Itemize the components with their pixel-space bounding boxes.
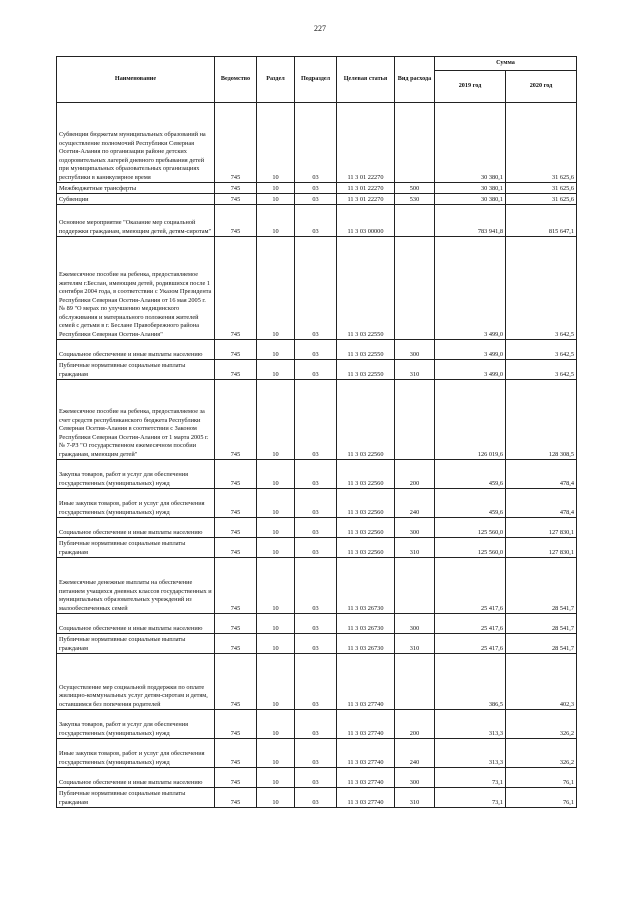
table-row [57, 710, 577, 739]
table-row [57, 489, 577, 518]
row-amount-2019: 25 417,6 [435, 614, 506, 634]
row-name-text: Ежемесячное пособие на ребенка, предоставляемое за счет средств республиканского бюджета Республики Северная Осетия-Алания в соответствии с Законом Республики Северная Осетия-Алания от 1 марта 2005 г. № 7-РЗ "О государственном ежемесячном пособии гражданам, имеющим детей" [59, 408, 209, 458]
row-target-article: 11 3 03 00000 [337, 205, 395, 237]
row-amount-2020: 326,2 [506, 710, 577, 739]
row-target-article: 11 3 03 22550 [337, 237, 395, 340]
row-name [57, 194, 215, 205]
row-amount-2019: 313,3 [435, 739, 506, 768]
table-row [57, 788, 577, 808]
row-expense-type: 310 [395, 634, 435, 654]
row-name-text: Социальное обеспечение и иные выплаты населению [59, 350, 203, 358]
row-subsection: 03 [295, 360, 337, 380]
header-target-article: Целевая статья [337, 57, 395, 103]
table-row [57, 103, 577, 183]
row-section: 10 [257, 634, 295, 654]
row-amount-2019: 459,6 [435, 460, 506, 489]
row-name-text: Межбюджетные трансферты [59, 184, 137, 192]
row-department: 745 [215, 237, 257, 340]
row-amount-2019: 25 417,6 [435, 634, 506, 654]
row-amount-2020: 478,4 [506, 489, 577, 518]
row-target-article: 11 3 03 27740 [337, 788, 395, 808]
row-name-text: Публичные нормативные социальные выплаты гражданам [59, 540, 186, 556]
table-row [57, 205, 577, 237]
row-name-text: Публичные нормативные социальные выплаты гражданам [59, 362, 186, 378]
row-amount-2019: 3 499,0 [435, 237, 506, 340]
row-target-article: 11 3 03 26730 [337, 634, 395, 654]
table-row [57, 460, 577, 489]
row-amount-2019: 125 560,0 [435, 538, 506, 558]
row-name [57, 237, 215, 340]
row-amount-2020: 127 830,1 [506, 518, 577, 538]
row-department: 745 [215, 194, 257, 205]
row-amount-2020: 815 647,1 [506, 205, 577, 237]
header-section: Раздел [257, 57, 295, 103]
table-row [57, 360, 577, 380]
row-section: 10 [257, 768, 295, 788]
row-amount-2020: 28 541,7 [506, 634, 577, 654]
row-name [57, 489, 215, 518]
row-section: 10 [257, 654, 295, 710]
row-department: 745 [215, 538, 257, 558]
row-name-text: Основное мероприятие "Оказание мер социальной поддержки гражданам, имеющим детей, детям-сиротам" [59, 219, 212, 235]
row-subsection: 03 [295, 194, 337, 205]
row-section: 10 [257, 614, 295, 634]
row-name-text: Закупка товаров, работ и услуг для обеспечения государственных (муниципальных) нужд [59, 471, 189, 487]
row-amount-2019: 125 560,0 [435, 518, 506, 538]
row-expense-type: 200 [395, 710, 435, 739]
row-name [57, 788, 215, 808]
row-amount-2019: 3 499,0 [435, 340, 506, 360]
row-subsection: 03 [295, 183, 337, 194]
table-row [57, 237, 577, 340]
row-department: 745 [215, 460, 257, 489]
row-target-article: 11 3 01 22270 [337, 103, 395, 183]
row-amount-2020: 128 308,5 [506, 380, 577, 460]
row-target-article: 11 3 03 27740 [337, 710, 395, 739]
row-amount-2020: 31 625,6 [506, 103, 577, 183]
table-row [57, 654, 577, 710]
row-target-article: 11 3 03 22560 [337, 518, 395, 538]
row-section: 10 [257, 194, 295, 205]
row-name [57, 654, 215, 710]
row-name [57, 183, 215, 194]
header-sum: Сумма [435, 57, 577, 71]
row-subsection: 03 [295, 340, 337, 360]
row-subsection: 03 [295, 614, 337, 634]
table-row [57, 558, 577, 614]
row-expense-type [395, 558, 435, 614]
row-subsection: 03 [295, 380, 337, 460]
row-amount-2020: 76,1 [506, 788, 577, 808]
row-department: 745 [215, 634, 257, 654]
row-section: 10 [257, 489, 295, 518]
row-expense-type: 300 [395, 518, 435, 538]
row-expense-type [395, 237, 435, 340]
row-amount-2020: 28 541,7 [506, 558, 577, 614]
header-year-2019: 2019 год [435, 71, 506, 103]
row-target-article: 11 3 03 26730 [337, 558, 395, 614]
row-department: 745 [215, 205, 257, 237]
row-section: 10 [257, 558, 295, 614]
row-amount-2020: 31 625,6 [506, 183, 577, 194]
row-name-text: Социальное обеспечение и иные выплаты населению [59, 528, 203, 536]
row-subsection: 03 [295, 788, 337, 808]
row-name-text: Социальное обеспечение и иные выплаты населению [59, 624, 203, 632]
row-target-article: 11 3 03 26730 [337, 614, 395, 634]
row-amount-2020: 28 541,7 [506, 614, 577, 634]
row-subsection: 03 [295, 739, 337, 768]
table-row [57, 614, 577, 634]
row-expense-type: 310 [395, 538, 435, 558]
row-name [57, 634, 215, 654]
row-subsection: 03 [295, 768, 337, 788]
header-department: Ведомство [215, 57, 257, 103]
row-target-article: 11 3 01 22270 [337, 183, 395, 194]
row-amount-2020: 76,1 [506, 768, 577, 788]
row-target-article: 11 3 03 22550 [337, 360, 395, 380]
row-amount-2019: 25 417,6 [435, 558, 506, 614]
row-name [57, 614, 215, 634]
row-department: 745 [215, 380, 257, 460]
row-amount-2019: 126 019,6 [435, 380, 506, 460]
row-section: 10 [257, 340, 295, 360]
row-name-text: Закупка товаров, работ и услуг для обеспечения государственных (муниципальных) нужд [59, 721, 189, 737]
row-department: 745 [215, 614, 257, 634]
row-department: 745 [215, 654, 257, 710]
row-subsection: 03 [295, 205, 337, 237]
row-target-article: 11 3 03 22560 [337, 489, 395, 518]
row-name-text: Субвенции [59, 195, 89, 203]
row-target-article: 11 3 03 27740 [337, 654, 395, 710]
row-amount-2019: 30 380,1 [435, 194, 506, 205]
row-expense-type [395, 205, 435, 237]
table-row [57, 340, 577, 360]
row-amount-2020: 3 642,5 [506, 360, 577, 380]
row-amount-2019: 73,1 [435, 768, 506, 788]
row-name-text: Публичные нормативные социальные выплаты гражданам [59, 790, 186, 806]
row-subsection: 03 [295, 654, 337, 710]
table-row [57, 634, 577, 654]
row-section: 10 [257, 710, 295, 739]
row-name [57, 360, 215, 380]
row-section: 10 [257, 360, 295, 380]
row-name-text: Ежемесячное пособие на ребенка, предоставляемое жителям г.Беслан, имеющим детей, родившихся после 1 сентября 2004 года, в соответствии с Указом Президента Республики Северная Осетия-Алания от 16 мая 2005 г. № 89 "О мерах по улучшению медицинского обслуживания и материального положения жителей семей с детьми в г. Беслане Правобережного района Республики Северная Осетия-Алания" [59, 271, 212, 338]
row-section: 10 [257, 788, 295, 808]
row-amount-2019: 386,5 [435, 654, 506, 710]
row-amount-2019: 30 380,1 [435, 103, 506, 183]
row-name-text: Ежемесячные денежные выплаты на обеспечение питанием учащихся дневных классов государственных и муниципальных образовательных учреждений из малообеспеченных семей [59, 579, 212, 612]
row-expense-type: 240 [395, 739, 435, 768]
row-target-article: 11 3 03 22560 [337, 460, 395, 489]
row-subsection: 03 [295, 634, 337, 654]
row-target-article: 11 3 01 22270 [337, 194, 395, 205]
row-department: 745 [215, 103, 257, 183]
row-name-text: Иные закупки товаров, работ и услуг для обеспечения государственных (муниципальных) нужд [59, 750, 205, 766]
row-subsection: 03 [295, 538, 337, 558]
row-expense-type: 200 [395, 460, 435, 489]
row-subsection: 03 [295, 518, 337, 538]
row-section: 10 [257, 205, 295, 237]
row-name-text: Иные закупки товаров, работ и услуг для обеспечения государственных (муниципальных) нужд [59, 500, 205, 516]
row-name [57, 768, 215, 788]
row-section: 10 [257, 237, 295, 340]
row-name [57, 205, 215, 237]
row-name-text: Осуществление мер социальной поддержки по оплате жилищно-коммунальных услуг детям-сиротам и детям, оставшимся без попечения родителей [59, 683, 208, 708]
row-amount-2019: 73,1 [435, 788, 506, 808]
row-amount-2020: 402,3 [506, 654, 577, 710]
row-name [57, 518, 215, 538]
row-department: 745 [215, 183, 257, 194]
row-expense-type: 500 [395, 183, 435, 194]
row-name-text: Социальное обеспечение и иные выплаты населению [59, 778, 203, 786]
header-year-2020: 2020 год [506, 71, 577, 103]
row-amount-2020: 478,4 [506, 460, 577, 489]
row-section: 10 [257, 380, 295, 460]
row-department: 745 [215, 558, 257, 614]
row-subsection: 03 [295, 558, 337, 614]
row-subsection: 03 [295, 489, 337, 518]
row-section: 10 [257, 103, 295, 183]
row-name [57, 340, 215, 360]
row-name [57, 710, 215, 739]
row-department: 745 [215, 489, 257, 518]
row-department: 745 [215, 788, 257, 808]
row-section: 10 [257, 518, 295, 538]
row-department: 745 [215, 360, 257, 380]
header-expense-type: Вид расхода [395, 57, 435, 103]
row-amount-2019: 313,3 [435, 710, 506, 739]
row-expense-type: 310 [395, 360, 435, 380]
row-name [57, 538, 215, 558]
table-row [57, 538, 577, 558]
row-target-article: 11 3 03 22560 [337, 538, 395, 558]
budget-table [56, 56, 577, 808]
row-subsection: 03 [295, 710, 337, 739]
table-row [57, 739, 577, 768]
table-row [57, 768, 577, 788]
row-expense-type [395, 103, 435, 183]
row-amount-2020: 3 642,5 [506, 340, 577, 360]
row-section: 10 [257, 460, 295, 489]
table-row [57, 183, 577, 194]
row-target-article: 11 3 03 27740 [337, 768, 395, 788]
row-section: 10 [257, 739, 295, 768]
row-target-article: 11 3 03 22560 [337, 380, 395, 460]
row-name [57, 739, 215, 768]
row-name-text: Публичные нормативные социальные выплаты гражданам [59, 636, 186, 652]
table-row [57, 194, 577, 205]
header-subsection: Подраздел [295, 57, 337, 103]
row-amount-2020: 3 642,5 [506, 237, 577, 340]
row-section: 10 [257, 538, 295, 558]
row-department: 745 [215, 710, 257, 739]
row-department: 745 [215, 340, 257, 360]
row-target-article: 11 3 03 22550 [337, 340, 395, 360]
row-name [57, 380, 215, 460]
row-department: 745 [215, 518, 257, 538]
row-amount-2019: 30 380,1 [435, 183, 506, 194]
row-department: 745 [215, 768, 257, 788]
page-number: 227 [314, 24, 326, 33]
row-amount-2020: 127 830,1 [506, 538, 577, 558]
header-name: Наименование [57, 57, 215, 103]
row-amount-2020: 326,2 [506, 739, 577, 768]
row-name [57, 103, 215, 183]
row-name-text: Субвенции бюджетам муниципальных образований на осуществление полномочий Республики Северная Осетия-Алания по организации районе детских оздоровительных лагерей дневного пребывания детей при муниципальных образовательных организациях республики в каникулярное время [59, 131, 206, 181]
row-expense-type: 300 [395, 340, 435, 360]
row-subsection: 03 [295, 460, 337, 489]
table-row [57, 380, 577, 460]
row-subsection: 03 [295, 237, 337, 340]
row-amount-2020: 31 625,6 [506, 194, 577, 205]
row-subsection: 03 [295, 103, 337, 183]
row-amount-2019: 783 941,8 [435, 205, 506, 237]
row-expense-type: 530 [395, 194, 435, 205]
row-expense-type: 310 [395, 788, 435, 808]
row-name [57, 460, 215, 489]
row-expense-type: 300 [395, 614, 435, 634]
row-name [57, 558, 215, 614]
row-expense-type [395, 380, 435, 460]
row-target-article: 11 3 03 27740 [337, 739, 395, 768]
row-section: 10 [257, 183, 295, 194]
row-expense-type: 240 [395, 489, 435, 518]
row-department: 745 [215, 739, 257, 768]
row-amount-2019: 3 499,0 [435, 360, 506, 380]
table-row [57, 518, 577, 538]
row-expense-type [395, 654, 435, 710]
row-expense-type: 300 [395, 768, 435, 788]
row-amount-2019: 459,6 [435, 489, 506, 518]
